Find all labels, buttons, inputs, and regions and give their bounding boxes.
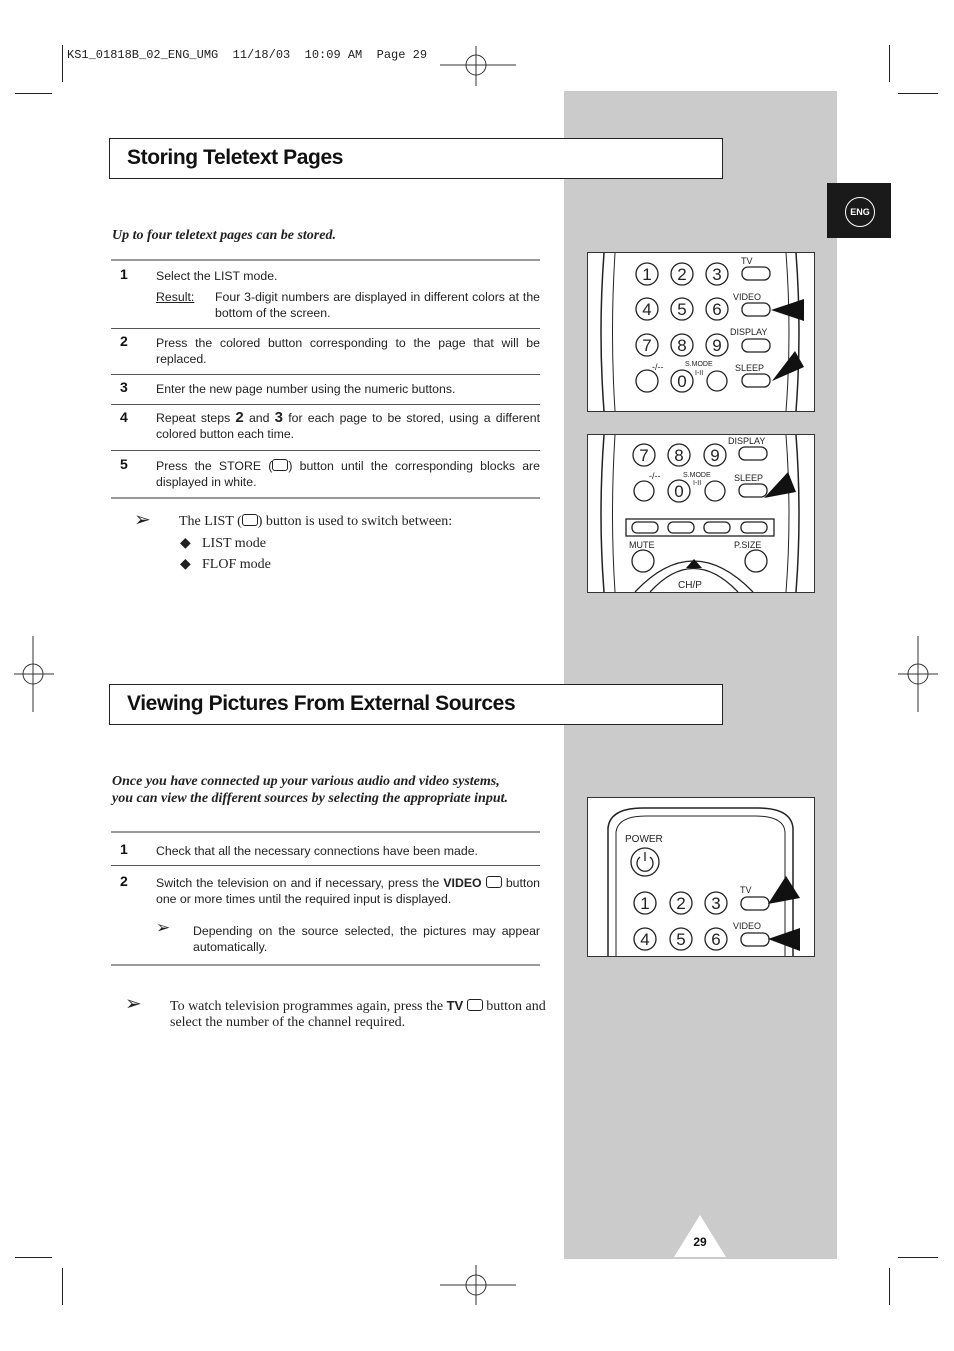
remote-body-icon: [588, 253, 814, 411]
ch-up-arrow-icon: [686, 559, 702, 568]
pointer-arrow-icon: [768, 876, 800, 904]
step-text: Press the colored button corresponding to the page that will be replaced.: [156, 336, 540, 366]
note-arrow-icon: ➢: [134, 509, 151, 531]
step-reference: 3: [274, 409, 284, 426]
remote-illustration-2: [587, 434, 815, 593]
crop-mark: [15, 93, 52, 94]
key-label: 8: [674, 446, 684, 465]
step-text-part: and: [248, 411, 270, 425]
note-list-item: FLOF mode: [202, 557, 271, 572]
registration-mark-icon: [14, 636, 54, 712]
step-text: Select the LIST mode.: [156, 269, 278, 283]
remote-label: -/--: [649, 471, 661, 481]
remote-body-icon: [588, 798, 814, 956]
section-title-box: [109, 684, 723, 725]
step-text: [156, 875, 540, 907]
registration-mark-icon: [440, 1265, 516, 1305]
divider: [111, 374, 540, 375]
list-button-icon: [242, 514, 258, 526]
remote-label: I-II: [693, 480, 702, 487]
key-label: 4: [640, 930, 650, 949]
step-text: [156, 458, 540, 490]
tv-label: TV: [446, 998, 464, 1013]
key-label: 4: [642, 300, 652, 319]
bullet-icon: ◆: [180, 557, 191, 572]
step-text: Check that all the necessary connections have been made.: [156, 844, 478, 858]
key-label: 3: [712, 265, 722, 284]
step-number: 3: [120, 379, 128, 395]
divider: [111, 450, 540, 451]
step-number: 4: [120, 409, 128, 425]
divider: [111, 497, 540, 499]
print-header: KS1_01818B_02_ENG_UMG 11/18/03 10:09 AM Page 29: [67, 48, 428, 62]
remote-label: DISPLAY: [728, 436, 766, 446]
page-number: 29: [693, 1235, 707, 1249]
pointer-arrow-icon: [768, 928, 800, 951]
section-intro: Once you have connected up your various audio and video systems,: [112, 774, 500, 789]
note-text: [170, 998, 550, 1031]
step-number: 1: [120, 266, 128, 282]
note-list-item: LIST mode: [202, 536, 266, 551]
result-text: Four 3-digit numbers are displayed in different colors at the bottom of the screen.: [215, 290, 540, 320]
step-number: 2: [120, 333, 128, 349]
step-text-part: Press the STORE (: [156, 459, 273, 473]
remote-label: VIDEO: [733, 921, 762, 931]
divider: [111, 328, 540, 329]
section-title-box: [109, 138, 723, 179]
step-text-part: for each page to be stored, using a different colored button each time.: [156, 411, 540, 441]
video-label: VIDEO: [443, 876, 482, 890]
key-label: 9: [712, 336, 722, 355]
key-label: 5: [677, 300, 687, 319]
note-text-part: The LIST (: [179, 514, 242, 529]
remote-label: S.MODE: [685, 361, 713, 368]
key-label: 6: [712, 300, 722, 319]
crop-mark: [15, 1257, 52, 1258]
key-label: 0: [674, 482, 684, 501]
key-label: 2: [677, 265, 687, 284]
divider: [111, 964, 540, 966]
registration-mark-icon: [440, 46, 516, 86]
store-button-icon: [272, 459, 288, 471]
step-number: 2: [120, 873, 128, 889]
key-label: 0: [677, 372, 687, 391]
key-label: 5: [676, 930, 686, 949]
note-text: [179, 514, 549, 530]
step-reference: 2: [235, 409, 244, 426]
remote-label: I-II: [695, 370, 704, 377]
step-text-part: button one or more times until the required input is displayed.: [156, 876, 541, 906]
remote-label: -/--: [652, 362, 664, 372]
key-label: 8: [677, 336, 687, 355]
note-text-part: button and select the number of the channel required.: [170, 999, 546, 1030]
remote-label: TV: [741, 256, 753, 266]
step-text: [156, 410, 540, 442]
remote-label: DISPLAY: [730, 327, 768, 337]
divider: [111, 831, 540, 833]
note-text-part: To watch television programmes again, press the: [170, 999, 444, 1014]
crop-mark: [62, 1268, 63, 1305]
section-title: Viewing Pictures From External Sources: [127, 692, 516, 715]
remote-label: S.MODE: [683, 472, 711, 479]
pointer-arrow-icon: [764, 472, 796, 498]
remote-label: TV: [740, 885, 752, 895]
divider: [111, 259, 540, 261]
section-title: Storing Teletext Pages: [127, 146, 344, 169]
step-text-part: Switch the television on and if necessary, press the: [156, 876, 440, 890]
key-label: 7: [642, 336, 652, 355]
note-arrow-icon: ➢: [125, 993, 142, 1015]
step-text-part: ) button until the corresponding blocks are displayed in white.: [156, 459, 540, 489]
remote-label: SLEEP: [735, 363, 765, 373]
result-label: Result:: [156, 290, 195, 304]
remote-label: P.SIZE: [734, 540, 762, 550]
crop-mark: [898, 1257, 938, 1258]
bullet-icon: ◆: [180, 536, 191, 551]
pointer-arrow-icon: [771, 299, 804, 321]
remote-label: VIDEO: [733, 292, 762, 302]
remote-label: POWER: [625, 834, 663, 845]
remote-illustration-3: [587, 797, 815, 957]
crop-mark: [889, 1268, 890, 1305]
remote-body-icon: [588, 435, 814, 592]
crop-mark: [889, 45, 890, 82]
video-input-icon: [486, 876, 502, 888]
step-number: 5: [120, 456, 128, 472]
section-intro: Up to four teletext pages can be stored.: [112, 228, 336, 243]
crop-mark: [898, 93, 938, 94]
key-label: 1: [642, 265, 652, 284]
remote-label: CH/P: [678, 580, 702, 591]
crop-mark: [62, 45, 63, 82]
tv-button-icon: [467, 999, 483, 1011]
key-label: 6: [711, 930, 721, 949]
note-arrow-icon: ➢: [156, 918, 171, 937]
remote-label: MUTE: [629, 540, 655, 550]
remote-illustration-1: [587, 252, 815, 412]
key-label: 1: [640, 894, 650, 913]
divider: [111, 865, 540, 866]
key-label: 7: [639, 446, 649, 465]
key-label: 9: [710, 446, 720, 465]
divider: [111, 404, 540, 405]
step-note: Depending on the source selected, the pictures may appear automatically.: [193, 924, 540, 954]
step-text: Enter the new page number using the numeric buttons.: [156, 382, 456, 396]
note-text-part: ) button is used to switch between:: [257, 514, 453, 529]
key-label: 3: [711, 894, 721, 913]
remote-label: SLEEP: [734, 473, 764, 483]
step-text-part: Repeat steps: [156, 411, 231, 425]
section-intro: you can view the different sources by selecting the appropriate input.: [112, 791, 509, 806]
step-number: 1: [120, 841, 128, 857]
key-label: 2: [676, 894, 686, 913]
language-tab-label: ENG: [845, 197, 875, 227]
registration-mark-icon: [898, 636, 938, 712]
